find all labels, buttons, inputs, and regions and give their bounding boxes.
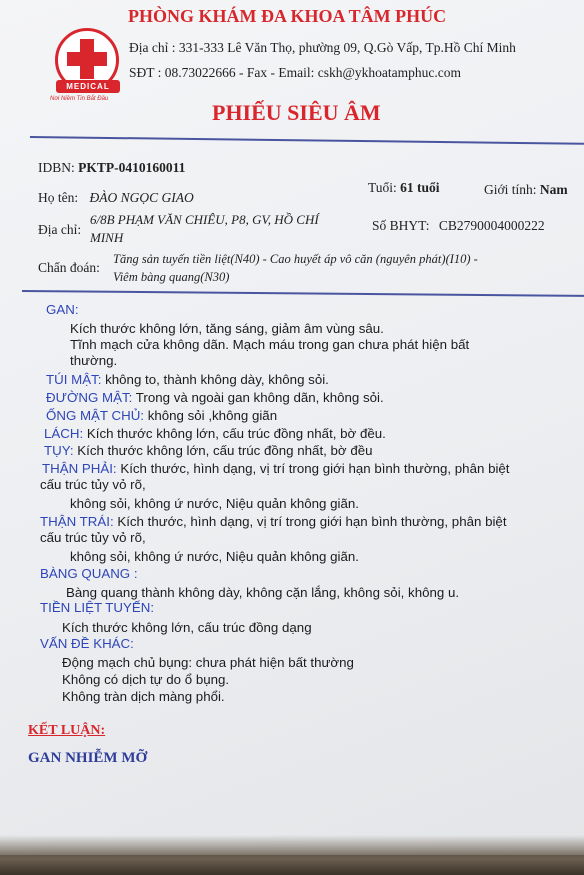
patient-name-row (38, 190, 194, 206)
bang-quang-text: Bàng quang thành không dày, không cặn lắng, không sỏi, không u. (66, 585, 460, 600)
than-phai-row (42, 461, 510, 477)
van-de-khac-line-1: Động mạch chủ bụng: chưa phát hiện bất thường (62, 655, 354, 670)
than-trai-row (40, 514, 507, 530)
lach-heading: LÁCH: (44, 426, 84, 441)
clinic-contact: SĐT : 08.73022666 - Fax - Email: cskh@ykhoatamphuc.com (129, 65, 462, 80)
document-title: PHIẾU SIÊU ÂM (212, 100, 381, 125)
than-trai-heading: THẬN TRÁI: (40, 514, 114, 529)
lach-text: Kích thước không lớn, cấu trúc đồng nhất, bờ đều. (86, 426, 386, 441)
diagnosis-label: Chẩn đoán: (38, 260, 100, 275)
conclusion-value: GAN NHIỄM MỠ (28, 750, 148, 766)
patient-name-label: Họ tên: (38, 190, 79, 205)
than-phai-heading: THẬN PHẢI: (42, 461, 117, 476)
age-row (368, 180, 440, 196)
gan-line-3: thường. (70, 353, 118, 368)
address-label: Địa chỉ: (38, 222, 82, 237)
idbn-value: PKTP-0410160011 (78, 160, 186, 175)
address-line-1: 6/8B PHẠM VĂN CHIÊU, P8, GV, HỒ CHÍ (90, 212, 319, 227)
tui-mat-text: không to, thành không dày, không sỏi. (105, 372, 329, 387)
van-de-khac-line-3: Không tràn dịch màng phổi. (62, 689, 225, 704)
bhyt-row (372, 218, 545, 234)
tui-mat-row (46, 372, 329, 388)
ong-mat-chu-row (46, 408, 277, 424)
than-phai-line-3: không sỏi, không ứ nước, Niệu quản không giãn. (70, 496, 359, 511)
clinic-logo-label: MEDICAL (56, 80, 120, 93)
bhyt-label: Số BHYT: (372, 218, 430, 233)
van-de-khac-heading: VẤN ĐỀ KHÁC: (40, 636, 134, 651)
clinic-address: Địa chỉ : 331-333 Lê Văn Thọ, phường 09, Q.Gò Vấp, Tp.Hồ Chí Minh (129, 40, 516, 55)
than-trai-line-1: Kích thước, hình dạng, vị trí trong giới hạn bình thường, phân biệt (117, 514, 507, 529)
than-phai-line-2: cấu trúc tủy vỏ rõ, (40, 477, 146, 492)
tien-liet-tuyen-heading: TIỀN LIỆT TUYẾN: (40, 600, 155, 615)
age-value: 61 tuổi (400, 180, 440, 195)
diagnosis-line-2: Viêm bàng quang(N30) (113, 270, 230, 284)
than-phai-line-1: Kích thước, hình dạng, vị trí trong giới hạn bình thường, phân biệt (120, 461, 510, 476)
van-de-khac-line-2: Không có dịch tự do ổ bụng. (62, 672, 230, 687)
than-trai-line-2: cấu trúc tủy vỏ rõ, (40, 530, 146, 545)
lach-row (44, 426, 386, 442)
info-divider (22, 290, 584, 297)
clinic-logo-slogan: Nơi Niềm Tin Bắt Đầu (50, 96, 109, 102)
gender-value: Nam (539, 182, 568, 197)
idbn-row (38, 160, 185, 176)
ong-mat-chu-text: không sỏi ,không giãn (147, 408, 278, 423)
ong-mat-chu-heading: ỐNG MẬT CHỦ: (46, 408, 145, 423)
gender-row (484, 182, 568, 198)
tui-mat-heading: TÚI MẬT: (46, 372, 102, 387)
address-line-2: MINH (90, 230, 124, 245)
duong-mat-heading: ĐƯỜNG MẬT: (46, 390, 133, 405)
duong-mat-text: Trong và ngoài gan không dãn, không sỏi. (135, 390, 384, 405)
age-label: Tuổi: (368, 180, 397, 195)
diagnosis-line-1: Tăng sản tuyến tiền liệt(N40) - Cao huyết áp vô căn (nguyên phát)(I10) - (113, 252, 478, 266)
gan-line-2: Tĩnh mạch cửa không dãn. Mạch máu trong gan chưa phát hiện bất (70, 337, 470, 352)
patient-name-value: ĐÀO NGỌC GIAO (89, 190, 194, 205)
gender-label: Giới tính: (484, 182, 537, 197)
header-divider (30, 136, 584, 145)
table-background (0, 835, 584, 875)
bhyt-value: CB2790004000222 (438, 218, 545, 233)
idbn-label: IDBN: (38, 160, 75, 175)
clinic-name: PHÒNG KHÁM ĐA KHOA TÂM PHÚC (128, 6, 447, 26)
gan-line-1: Kích thước không lớn, tăng sáng, giảm âm vùng sâu. (70, 321, 384, 336)
conclusion-label: KẾT LUẬN: (28, 723, 106, 738)
bang-quang-heading: BÀNG QUANG : (40, 566, 138, 581)
tuy-row (44, 443, 373, 459)
than-trai-line-3: không sỏi, không ứ nước, Niệu quản không giãn. (70, 549, 359, 564)
gan-heading: GAN: (46, 302, 79, 317)
tien-liet-tuyen-text: Kích thước không lớn, cấu trúc đồng dạng (62, 620, 312, 635)
tuy-text: Kích thước không lớn, cấu trúc đồng nhất, bờ đều (77, 443, 373, 458)
duong-mat-row (46, 390, 384, 406)
tuy-heading: TỤY: (44, 443, 74, 458)
